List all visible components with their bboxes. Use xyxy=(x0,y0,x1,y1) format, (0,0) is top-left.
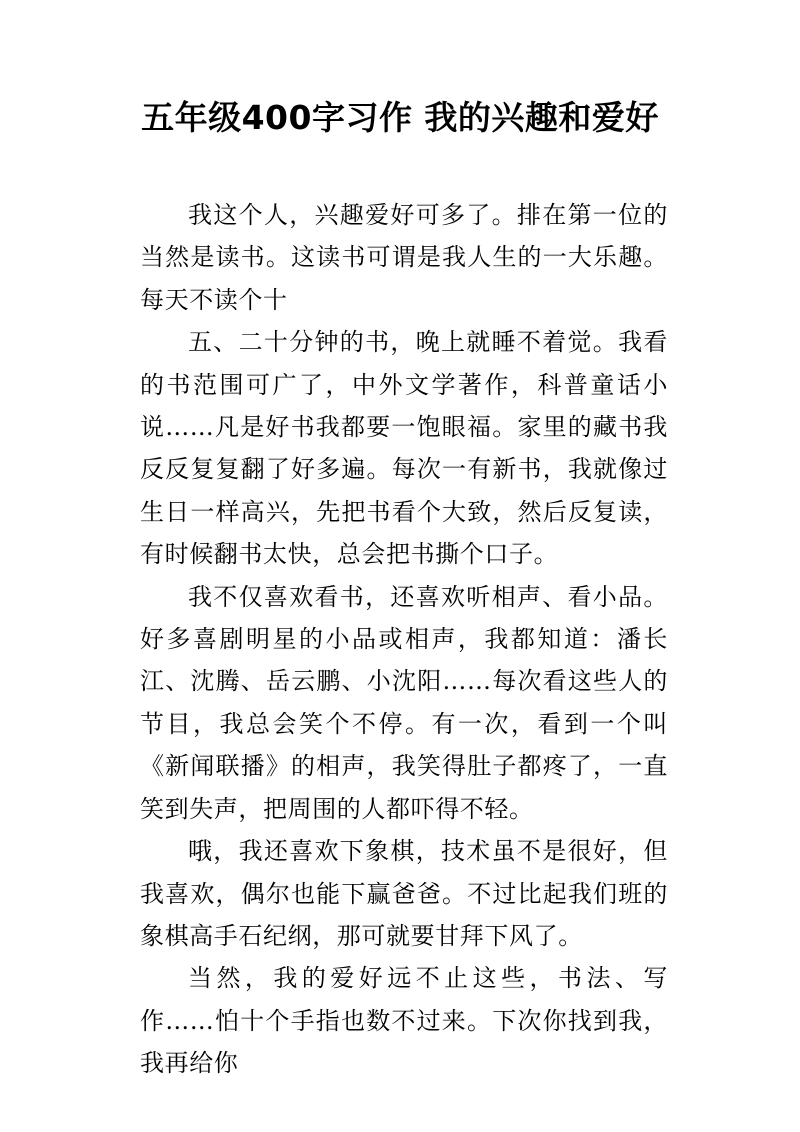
paragraph-1: 我这个人，兴趣爱好可多了。排在第一位的当然是读书。这读书可谓是我人生的一大乐趣。每天不读个十 xyxy=(140,201,668,314)
paragraph-4: 哦，我还喜欢下象棋，技术虽不是很好，但我喜欢，偶尔也能下赢爸爸。不过比起我们班的象棋高手石纪纲，那可就要甘拜下风了。 xyxy=(140,837,668,950)
article-body xyxy=(140,194,668,1085)
paragraph-2: 五、二十分钟的书，晚上就睡不着觉。我看的书范围可广了，中外文学著作，科普童话小说……凡是好书我都要一饱眼福。家里的藏书我反反复复翻了好多遍。每次一有新书，我就像过生日一样高兴，先把书看个大致，然后反复读，有时候翻书太快，总会把书撕个口子。 xyxy=(140,328,668,569)
document-title: 五年级400字习作 我的兴趣和爱好 xyxy=(141,98,659,137)
paragraph-5: 当然，我的爱好远不止这些，书法、写作……怕十个手指也数不过来。下次你找到我，我再给你 xyxy=(140,964,668,1078)
paragraph-3: 我不仅喜欢看书，还喜欢听相声、看小品。好多喜剧明星的小品或相声，我都知道：潘长江、沈腾、岳云鹏、小沈阳……每次看这些人的节目，我总会笑个不停。有一次，看到一个叫《新闻联播》的相声，我笑得肚子都疼了，一直笑到失声，把周围的人都吓得不轻。 xyxy=(140,582,668,823)
